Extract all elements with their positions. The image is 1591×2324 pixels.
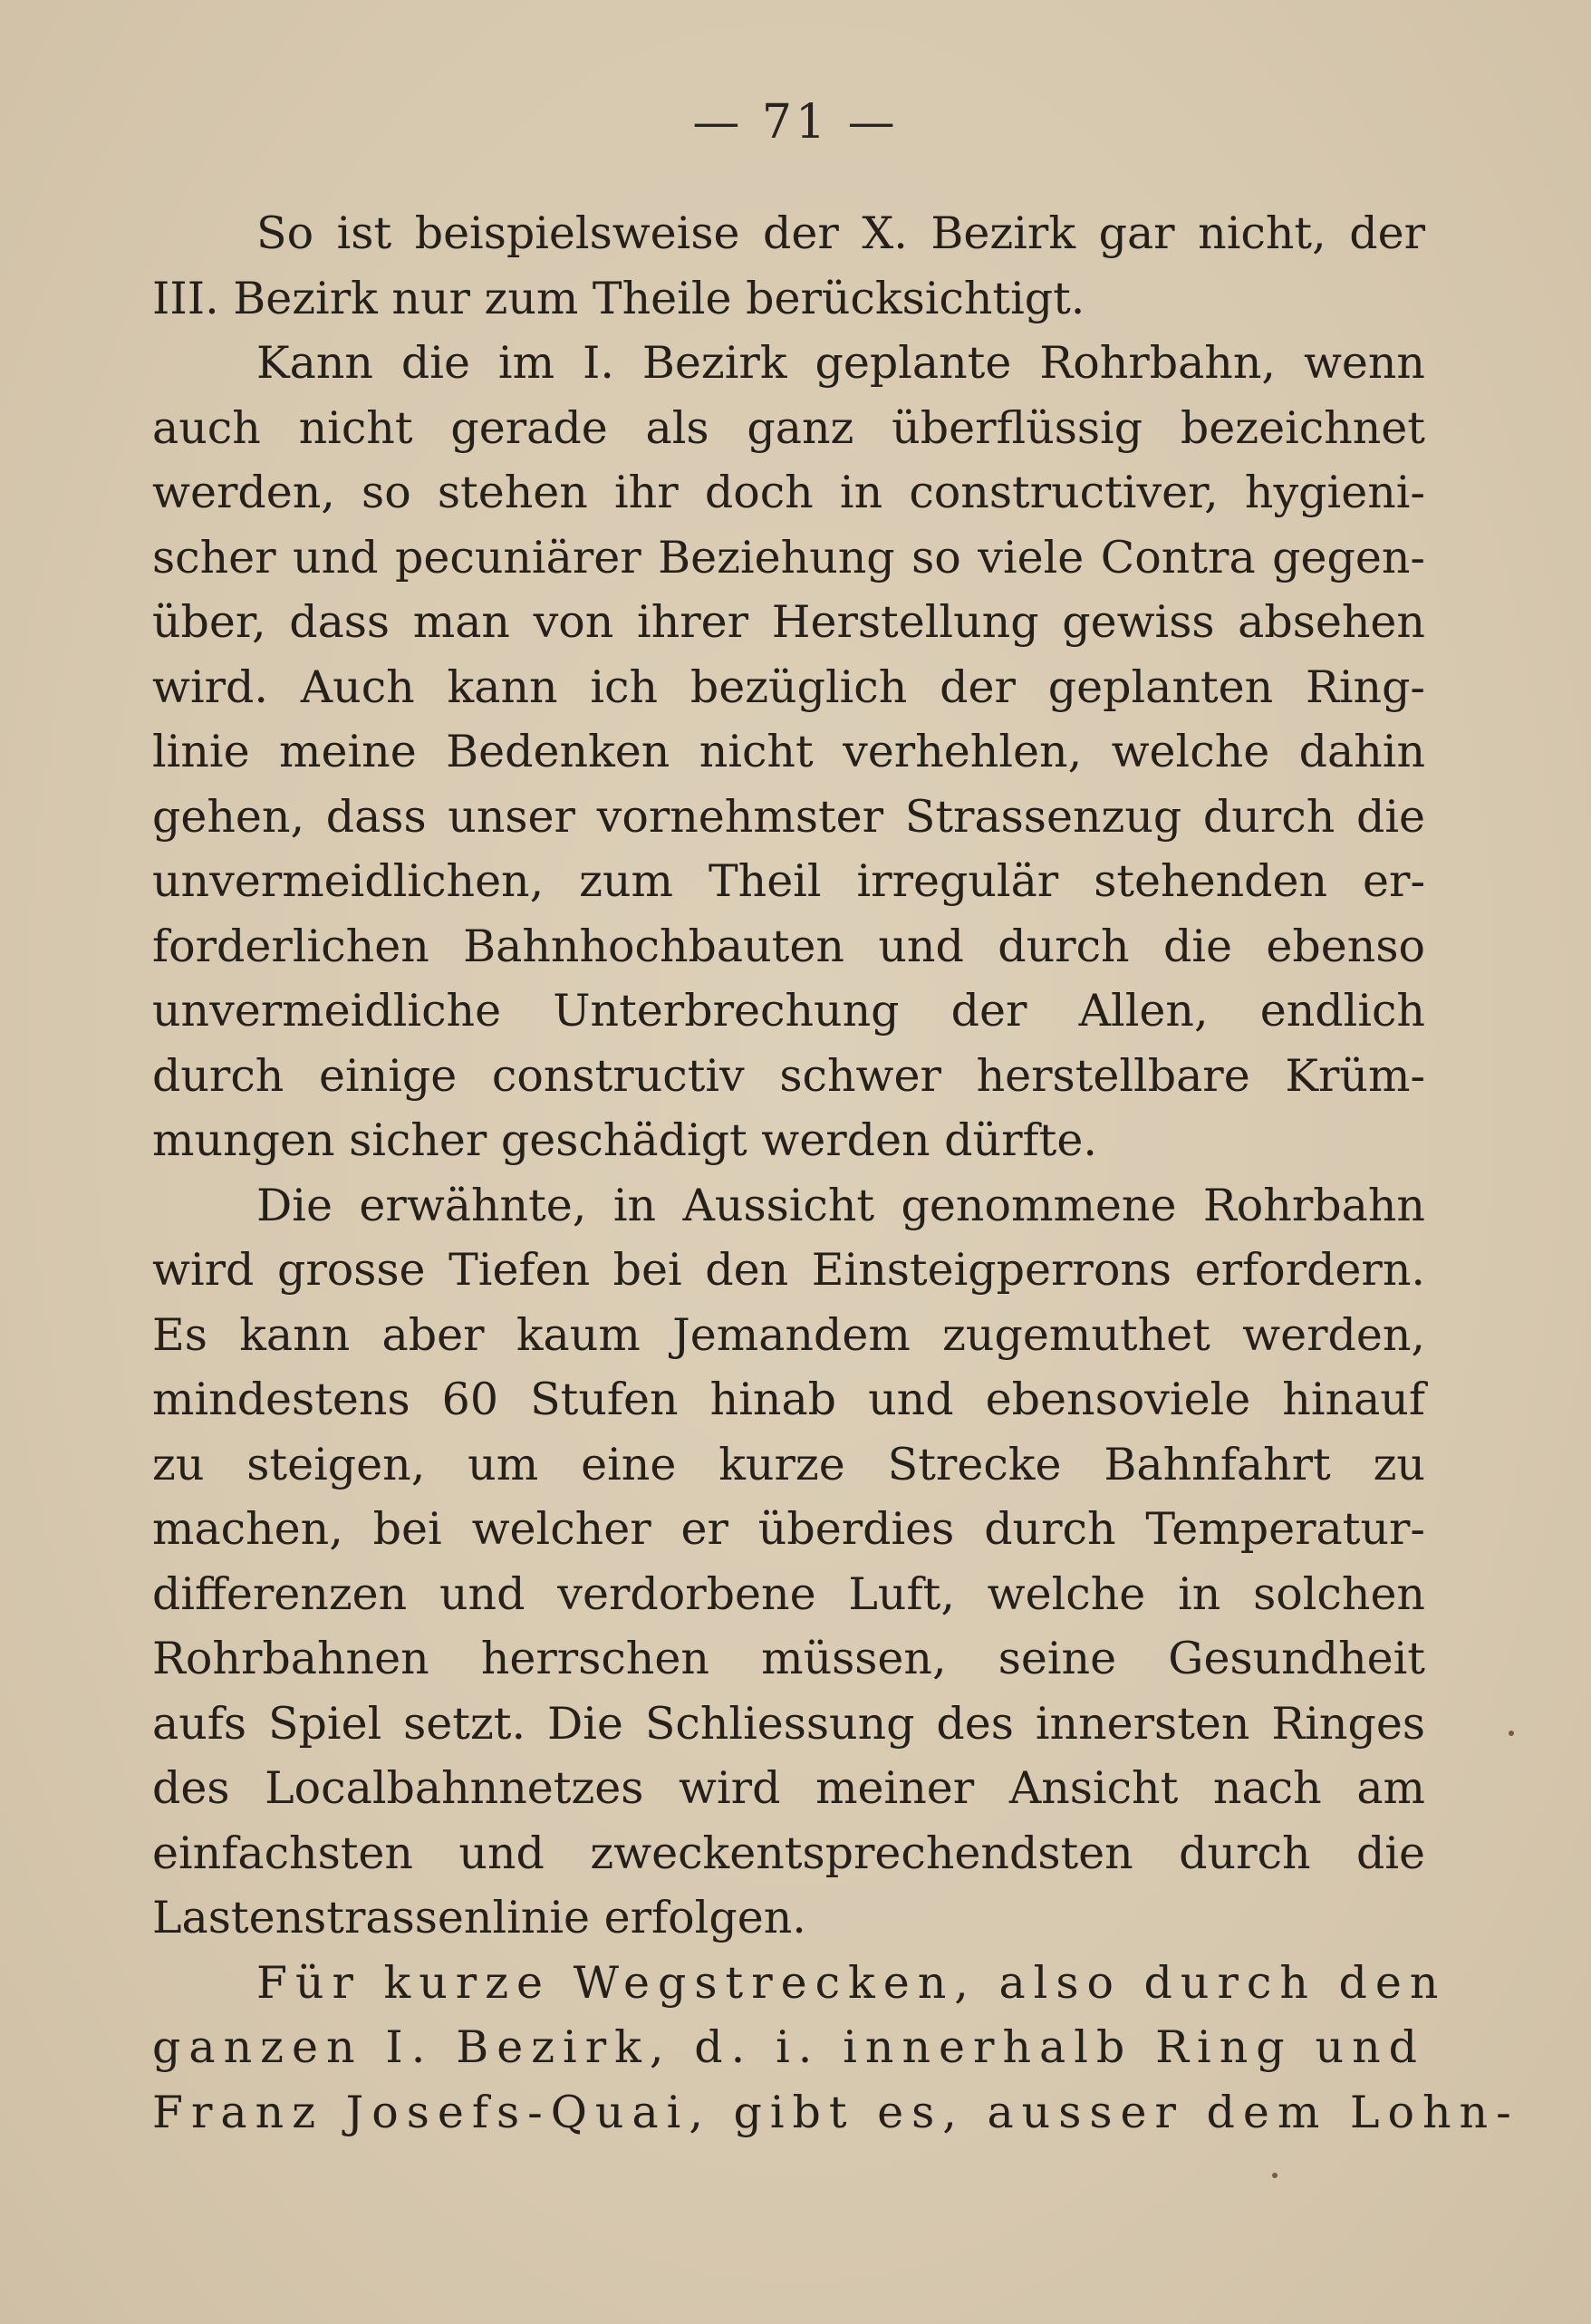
text-line: differenzen und verdorbene Luft, welche in solchen [152,1567,1425,1620]
text-line: mungen sicher geschädigt werden dürfte. [152,1114,1097,1166]
text-line: werden, so stehen ihr doch in constructiver, hygieni- [152,467,1425,518]
text-line: Franz Josefs-Quai, gibt es, ausser dem Lohn- [152,2086,1519,2138]
text-line: durch einige constructiv schwer herstellbare Krüm- [152,1049,1425,1102]
text-line: einfachsten und zweckentsprechendsten durch die [152,1827,1425,1879]
text-line: Lastenstrassenlinie erfolgen. [152,1892,806,1943]
text-line: auch nicht gerade als ganz überflüssig bezeichnet [152,401,1425,454]
text-line: Rohrbahnen herrschen müssen, seine Gesundheit [152,1633,1425,1684]
text-line: unvermeidlichen, zum Theil irregulär stehenden er- [152,855,1425,907]
text-line: So ist beispielsweise der X. Bezirk gar nicht, der [256,207,1425,259]
text-line: unvermeidliche Unterbrechung der Allen, endlich [152,985,1425,1037]
text-line: Es kann aber kaum Jemandem zugemuthet werden, [152,1308,1425,1361]
text-line: wird. Auch kann ich bezüglich der geplanten Ring- [152,661,1425,713]
text-line: scher und pecuniärer Beziehung so viele Contra gegen- [152,531,1425,583]
text-line: Kann die im I. Bezirk geplante Rohrbahn, wenn [256,337,1425,389]
text-line: mindestens 60 Stufen hinab und ebensoviele hinauf [152,1374,1425,1425]
text-line: aufs Spiel setzt. Die Schliessung des innersten Ringes [152,1697,1425,1750]
text-line: ganzen I. Bezirk, d. i. innerhalb Ring und [152,2021,1425,2073]
text-line: wird grosse Tiefen bei den Einsteigperrons erfordern. [152,1244,1425,1296]
text-line: des Localbahnnetzes wird meiner Ansicht nach am [152,1762,1425,1814]
text-line: III. Bezirk nur zum Theile berücksichtigt. [152,272,1085,324]
page-number: — 71 — [692,95,899,149]
text-line: Die erwähnte, in Aussicht genommene Rohrbahn [256,1179,1425,1231]
text-line: linie meine Bedenken nicht verhehlen, welche dahin [152,726,1425,777]
text-line: forderlichen Bahnhochbauten und durch die ebenso [152,920,1425,972]
paper-speck [1509,1731,1514,1736]
text-line: Für kurze Wegstrecken, also durch den [256,1956,1447,2009]
text-line: machen, bei welcher er überdies durch Temperatur- [152,1503,1425,1555]
body-text [152,201,1519,2145]
text-line: zu steigen, um eine kurze Strecke Bahnfahrt zu [152,1438,1425,1490]
text-line: gehen, dass unser vornehmster Strassenzug durch die [152,790,1425,843]
paper-speck [1272,2173,1278,2178]
text-line: über, dass man von ihrer Herstellung gewiss absehen [152,596,1425,648]
